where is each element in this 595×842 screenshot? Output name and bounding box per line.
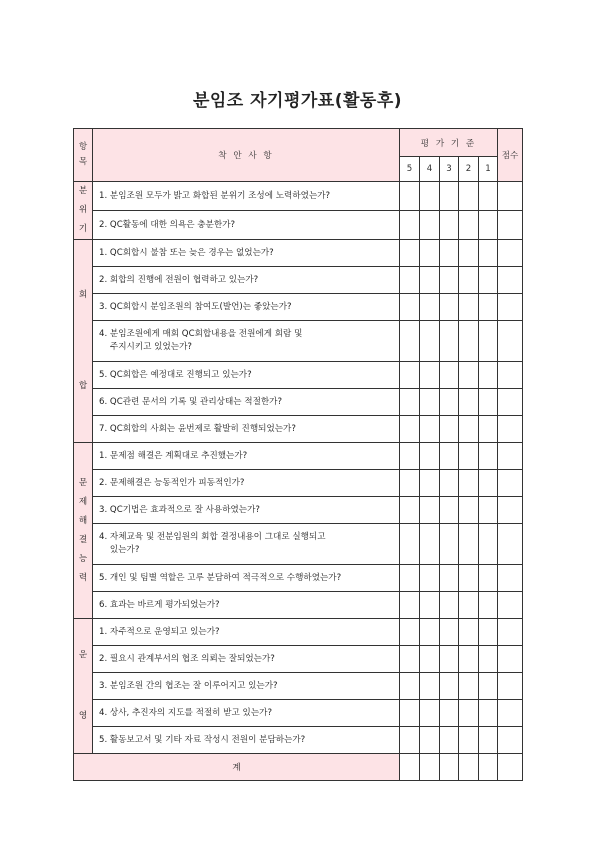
rating-cell[interactable] [459,700,479,727]
rating-cell[interactable] [479,267,498,294]
score-cell[interactable] [498,524,523,565]
rating-cell[interactable] [479,294,498,321]
rating-cell[interactable] [420,240,440,267]
rating-cell[interactable] [459,524,479,565]
section-label: 문 제 해 결 능 력 [74,443,93,619]
rating-cell[interactable] [479,362,498,389]
category-header: 항 목 [74,129,93,182]
rating-cell[interactable] [440,565,459,592]
rating-cell[interactable] [479,182,498,211]
score-cell[interactable] [498,497,523,524]
criterion-item: 4. 상사, 추진자의 지도를 적절히 받고 있는가? [93,700,400,727]
score-cell[interactable] [498,646,523,673]
section-label: 분 위 기 [74,182,93,240]
rating-cell[interactable] [420,646,440,673]
total-row [74,754,523,781]
table-row [74,524,523,565]
table-row [74,443,523,470]
rating-cell[interactable] [420,700,440,727]
table-row [74,294,523,321]
evaluation-table [73,128,523,781]
total-rating-cell[interactable] [479,754,498,781]
rating-cell[interactable] [459,211,479,240]
criterion-item: 1. 문제점 해결은 계획대로 추진했는가? [93,443,400,470]
criterion-item: 3. QC기법은 효과적으로 잘 사용하였는가? [93,497,400,524]
table-row [74,240,523,267]
total-rating-cell[interactable] [420,754,440,781]
rating-cell[interactable] [400,727,420,754]
rating-cell[interactable] [420,470,440,497]
table-row [74,470,523,497]
score-cell[interactable] [498,443,523,470]
rating-cell[interactable] [459,240,479,267]
rating-cell[interactable] [440,321,459,362]
scale-5: 5 [400,157,420,182]
rating-cell[interactable] [400,497,420,524]
rating-cell[interactable] [459,673,479,700]
criterion-item: 5. 개인 및 팀별 역할은 고루 분담하여 적극적으로 수행하였는가? [93,565,400,592]
rating-cell[interactable] [420,294,440,321]
rating-cell[interactable] [440,267,459,294]
rating-cell[interactable] [400,389,420,416]
rating-cell[interactable] [440,497,459,524]
rating-cell[interactable] [440,700,459,727]
rating-cell[interactable] [420,443,440,470]
table-row [74,211,523,240]
rating-cell[interactable] [459,389,479,416]
rating-cell[interactable] [440,524,459,565]
rating-cell[interactable] [400,565,420,592]
rating-cell[interactable] [400,267,420,294]
rating-cell[interactable] [400,673,420,700]
score-cell[interactable] [498,211,523,240]
rating-cell[interactable] [440,294,459,321]
rating-cell[interactable] [400,416,420,443]
rating-cell[interactable] [400,240,420,267]
criterion-item: 1. 자주적으로 운영되고 있는가? [93,619,400,646]
total-rating-cell[interactable] [400,754,420,781]
rating-cell[interactable] [420,592,440,619]
section-label: 회 합 [74,240,93,443]
score-cell[interactable] [498,592,523,619]
score-cell[interactable] [498,321,523,362]
rating-cell[interactable] [459,443,479,470]
table-row [74,700,523,727]
score-cell[interactable] [498,565,523,592]
rating-cell[interactable] [479,619,498,646]
table-row [74,267,523,294]
rating-cell[interactable] [400,443,420,470]
rating-cell[interactable] [479,321,498,362]
rating-cell[interactable] [420,727,440,754]
rating-cell[interactable] [400,524,420,565]
criteria-header: 평 가 기 준 [400,129,498,157]
score-cell[interactable] [498,416,523,443]
rating-cell[interactable] [459,727,479,754]
criterion-item: 7. QC회합의 사회는 윤번제로 활발히 진행되었는가? [93,416,400,443]
table-row [74,497,523,524]
rating-cell[interactable] [400,700,420,727]
scale-3: 3 [440,157,459,182]
rating-cell[interactable] [420,619,440,646]
table-row [74,592,523,619]
rating-cell[interactable] [440,240,459,267]
rating-cell[interactable] [420,362,440,389]
rating-cell[interactable] [459,182,479,211]
rating-cell[interactable] [400,619,420,646]
score-cell[interactable] [498,389,523,416]
rating-cell[interactable] [440,443,459,470]
criterion-item: 2. 필요시 관계부서의 협조 의뢰는 잘되었는가? [93,646,400,673]
rating-cell[interactable] [440,389,459,416]
criterion-item: 5. QC회합은 예정대로 진행되고 있는가? [93,362,400,389]
rating-cell[interactable] [459,362,479,389]
criterion-item: 6. 효과는 바르게 평가되었는가? [93,592,400,619]
rating-cell[interactable] [479,240,498,267]
table-row [74,619,523,646]
rating-cell[interactable] [459,497,479,524]
rating-cell[interactable] [459,646,479,673]
rating-cell[interactable] [400,182,420,211]
table-row [74,321,523,362]
rating-cell[interactable] [400,592,420,619]
table-row [74,362,523,389]
criterion-item: 3. 분임조원 간의 협조는 잘 이루어지고 있는가? [93,673,400,700]
rating-cell[interactable] [420,211,440,240]
rating-cell[interactable] [459,470,479,497]
rating-cell[interactable] [440,362,459,389]
rating-cell[interactable] [400,362,420,389]
rating-cell[interactable] [420,416,440,443]
page-title: 분임조 자기평가표(활동후) [192,91,403,111]
criterion-item: 1. QC회합시 불참 또는 늦은 경우는 없었는가? [93,240,400,267]
rating-cell[interactable] [459,321,479,362]
rating-cell[interactable] [479,416,498,443]
score-cell[interactable] [498,470,523,497]
score-cell[interactable] [498,240,523,267]
score-cell[interactable] [498,362,523,389]
score-cell[interactable] [498,619,523,646]
score-cell[interactable] [498,727,523,754]
total-label: 계 [74,754,400,781]
rating-cell[interactable] [400,321,420,362]
rating-cell[interactable] [479,727,498,754]
table-row [74,416,523,443]
rating-cell[interactable] [459,294,479,321]
rating-cell[interactable] [420,497,440,524]
table-row [74,727,523,754]
criterion-item: 6. QC관련 문서의 기록 및 관리상태는 적절한가? [93,389,400,416]
rating-cell[interactable] [440,182,459,211]
criterion-item: 4. 자체교육 및 전분임원의 회합 결정내용이 그대로 실행되고 있는가? [93,524,400,565]
rating-cell[interactable] [479,646,498,673]
scale-4: 4 [420,157,440,182]
rating-cell[interactable] [440,592,459,619]
score-cell[interactable] [498,700,523,727]
rating-cell[interactable] [459,619,479,646]
table-row [74,673,523,700]
score-cell[interactable] [498,673,523,700]
rating-cell[interactable] [440,211,459,240]
rating-cell[interactable] [420,267,440,294]
criterion-item: 2. 회합의 진행에 전원이 협력하고 있는가? [93,267,400,294]
rating-cell[interactable] [420,321,440,362]
total-rating-cell[interactable] [459,754,479,781]
rating-cell[interactable] [440,416,459,443]
table-row [74,646,523,673]
score-cell[interactable] [498,182,523,211]
rating-cell[interactable] [400,294,420,321]
rating-cell[interactable] [440,673,459,700]
criterion-item: 4. 분임조원에게 매회 QC회합내용을 전원에게 회람 및 주지시키고 있었는가? [93,321,400,362]
rating-cell[interactable] [400,211,420,240]
score-header: 점수 [498,129,523,182]
criterion-item: 2. QC활동에 대한 의욕은 충분한가? [93,211,400,240]
section-label: 운 영 [74,619,93,754]
rating-cell[interactable] [479,443,498,470]
criterion-item: 5. 활동보고서 및 기타 자료 작성시 전원이 분담하는가? [93,727,400,754]
rating-cell[interactable] [440,619,459,646]
scale-2: 2 [459,157,479,182]
rating-cell[interactable] [459,592,479,619]
rating-cell[interactable] [420,524,440,565]
rating-cell[interactable] [440,470,459,497]
rating-cell[interactable] [420,673,440,700]
rating-cell[interactable] [479,497,498,524]
total-score-cell[interactable] [498,754,523,781]
rating-cell[interactable] [440,727,459,754]
rating-cell[interactable] [459,267,479,294]
criterion-item: 1. 분임조원 모두가 밝고 화합된 분위기 조성에 노력하였는가? [93,182,400,211]
score-cell[interactable] [498,267,523,294]
score-cell[interactable] [498,294,523,321]
total-rating-cell[interactable] [440,754,459,781]
scale-1: 1 [479,157,498,182]
criterion-item: 3. QC회합시 분임조원의 참여도(발언)는 좋았는가? [93,294,400,321]
rating-cell[interactable] [479,524,498,565]
rating-cell[interactable] [479,700,498,727]
rating-cell[interactable] [459,416,479,443]
rating-cell[interactable] [400,470,420,497]
rating-cell[interactable] [440,646,459,673]
rating-cell[interactable] [479,673,498,700]
rating-cell[interactable] [420,389,440,416]
rating-cell[interactable] [479,592,498,619]
rating-cell[interactable] [420,182,440,211]
table-row [74,565,523,592]
rating-cell[interactable] [479,389,498,416]
table-row [74,182,523,211]
criterion-item: 2. 문제해결은 능동적인가 피동적인가? [93,470,400,497]
rating-cell[interactable] [420,565,440,592]
rating-cell[interactable] [400,646,420,673]
rating-cell[interactable] [479,211,498,240]
table-row [74,389,523,416]
items-header: 착 안 사 항 [93,129,400,182]
rating-cell[interactable] [479,565,498,592]
rating-cell[interactable] [479,470,498,497]
rating-cell[interactable] [459,565,479,592]
